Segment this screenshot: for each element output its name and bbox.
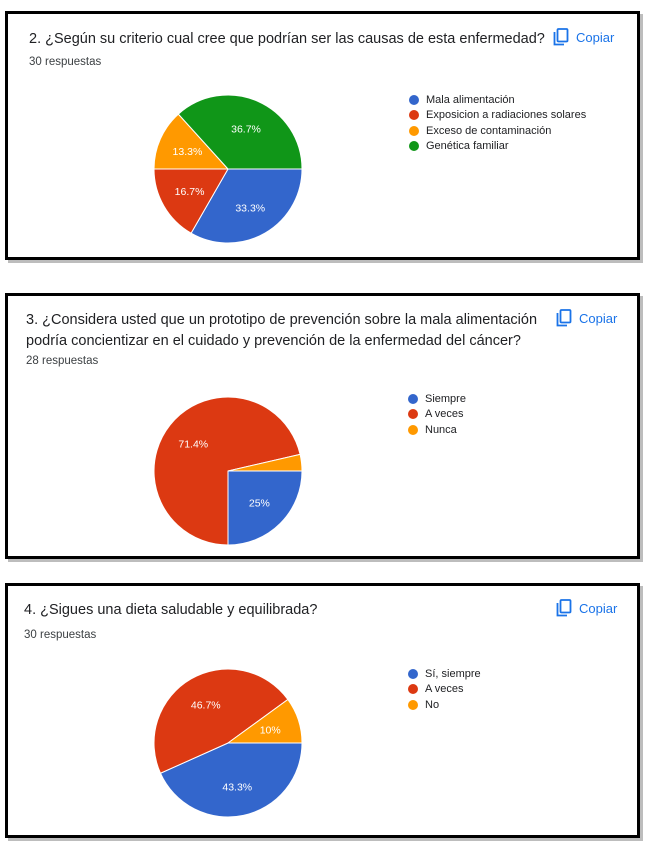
legend-swatch (409, 95, 419, 105)
slice-label: 13.3% (172, 145, 203, 158)
slice-label: 71.4% (178, 438, 209, 451)
question-title-line: 3. ¿Considera usted que un prototipo de prevención sobre la mala alimentación (26, 312, 538, 328)
question-title-line: podría concientizar en el cuidado y prevención de la enfermedad del cáncer? (26, 333, 521, 349)
legend-label: No (425, 698, 440, 711)
legend-label: A veces (425, 408, 464, 421)
chart-legend (408, 666, 481, 713)
legend-swatch (408, 394, 418, 404)
legend-swatch (408, 684, 418, 694)
legend-label: Exposicion a radiaciones solares (426, 109, 587, 122)
response-count: 28 respuestas (26, 355, 99, 367)
slice-label: 43.3% (222, 781, 253, 794)
copy-icon (556, 599, 572, 617)
chart-legend (409, 92, 586, 154)
copy-label: Copiar (579, 600, 618, 616)
slice-label: 33.3% (235, 202, 266, 215)
copy-button[interactable] (553, 28, 614, 46)
question-title (26, 310, 537, 352)
copy-button[interactable] (556, 599, 617, 617)
legend-swatch (409, 126, 419, 136)
legend-swatch (408, 409, 418, 419)
legend-item[interactable] (409, 108, 586, 124)
legend-item[interactable] (408, 697, 481, 713)
legend-label: Genética familiar (426, 140, 509, 153)
copy-button[interactable] (556, 309, 617, 327)
legend-label: A veces (425, 683, 464, 696)
legend-swatch (408, 425, 418, 435)
legend-item[interactable] (409, 123, 586, 139)
legend-label: Siempre (425, 392, 466, 405)
legend-item[interactable] (408, 422, 466, 438)
slice-label: 46.7% (190, 699, 221, 712)
legend-item[interactable] (408, 682, 481, 698)
chart-legend (408, 391, 466, 438)
legend-swatch (409, 141, 419, 151)
question-card-3 (5, 293, 640, 559)
legend-item[interactable] (408, 407, 466, 423)
question-card-2 (5, 11, 640, 260)
legend-item[interactable] (408, 391, 466, 407)
legend-label: Exceso de contaminación (426, 124, 552, 137)
question-title (29, 29, 545, 50)
question-card-4 (5, 583, 640, 838)
legend-swatch (408, 700, 418, 710)
copy-icon (553, 28, 569, 46)
slice-label: 10% (259, 724, 281, 737)
question-title-line: 2. ¿Según su criterio cual cree que podrían ser las causas de esta enfermedad? (29, 31, 545, 47)
copy-label: Copiar (576, 29, 615, 45)
legend-swatch (408, 669, 418, 679)
legend-label: Mala alimentación (426, 93, 515, 106)
slice-label: 16.7% (174, 186, 205, 199)
pie-chart (148, 663, 308, 823)
slice-label: 25% (248, 497, 270, 510)
pie-chart (148, 89, 308, 249)
legend-item[interactable] (409, 139, 586, 155)
question-title-line: 4. ¿Sigues una dieta saludable y equilibrada? (24, 602, 318, 618)
question-title (24, 600, 317, 621)
copy-label: Copiar (579, 310, 618, 326)
legend-label: Nunca (425, 423, 457, 436)
response-count: 30 respuestas (24, 629, 97, 641)
slice-label: 36.7% (231, 123, 261, 136)
response-count: 30 respuestas (29, 56, 102, 68)
legend-swatch (409, 110, 419, 120)
pie-chart (148, 391, 308, 551)
legend-label: Sí, siempre (425, 667, 481, 680)
legend-item[interactable] (409, 92, 586, 108)
legend-item[interactable] (408, 666, 481, 682)
copy-icon (556, 309, 572, 327)
